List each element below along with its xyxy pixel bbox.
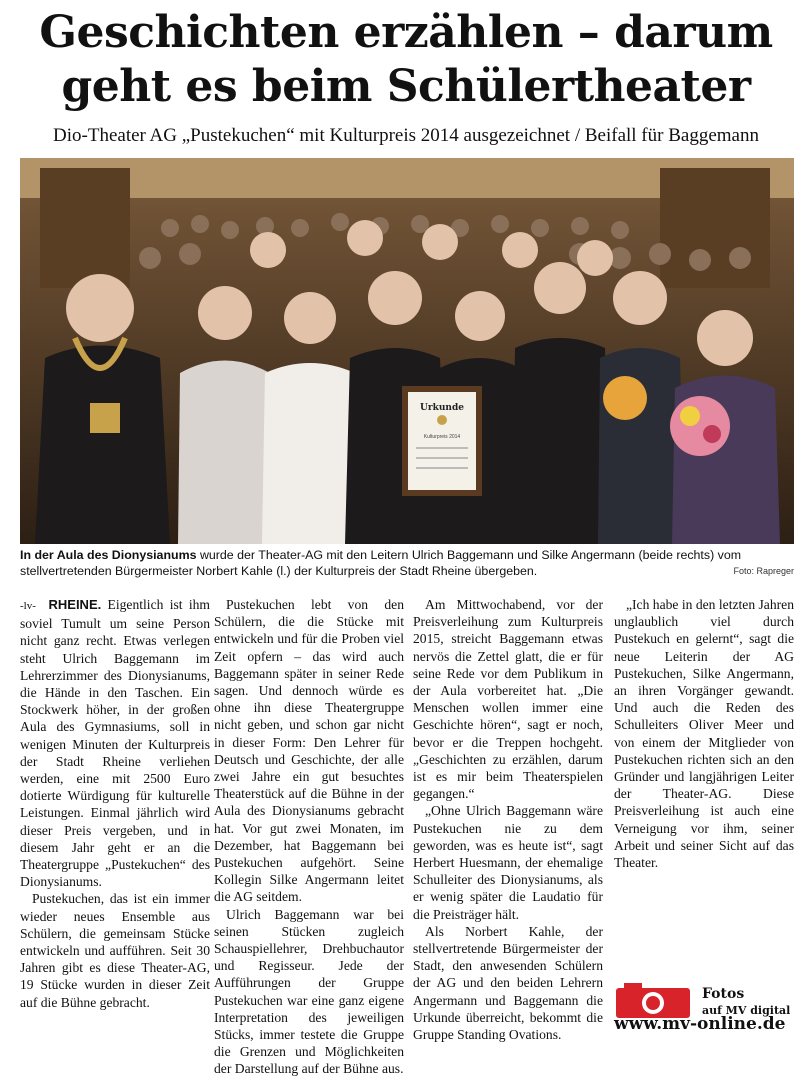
column-4 bbox=[614, 596, 794, 871]
headline bbox=[0, 6, 812, 114]
certificate-title: Urkunde bbox=[420, 403, 464, 413]
promo-subtitle: auf MV digital bbox=[702, 1004, 791, 1017]
paragraph-8: „Ich habe in den letzten Jahren unglaublich viel durch Pustekuch en gelernt“, sagt die neue Leiterin der AG Pustekuchen, Silke Angermann, an ihren Vorgänger gewandt. Und auch die Reden des Schulleiters Oliver Meer und von einem der Mitglieder von Pustekuchen richten sich an den Gründer und langjährigen Leiter der Theater-AG. Diese Preisverleihung ist auch eine Verneigung vor ihm, seiner Arbeit und seiner Sicht auf das Theater. bbox=[614, 597, 794, 871]
caption-lead: In der Aula des Dionysianums bbox=[20, 548, 197, 562]
paragraph-3: Pustekuchen lebt von den Schülern, die die Stücke mit entwickeln und für die Proben viel Zeit opfern – das wird auch Baggemann später in seiner Rede sagen. Und dennoch würde es ohne ihn diese Theatergruppe nicht geben, und schon gar nicht in dieser Form: Den Lehrer für Deutsch und Geschichte, der alle zwei Jahre ein gut besuchtes Theaterstück auf die Bühne in der Aula des Dionysianums gebracht hat. Vor gut zwei Monaten, im Dezember, hat Baggemann bei Pustekuchen aufgehört. Seine Kollegin Silke Angermann leitet die AG seitdem. bbox=[214, 597, 404, 905]
subheadline: Dio-Theater AG „Pustekuchen“ mit Kulturpreis 2014 ausgezeichnet / Beifall für Baggemann bbox=[53, 125, 759, 146]
certificate-line: Kulturpreis 2014 bbox=[423, 434, 461, 440]
dateline: -lv- bbox=[20, 600, 36, 612]
promo-title: Fotos bbox=[702, 986, 745, 1002]
paragraph-4: Ulrich Baggemann war bei seinen Stücken zugleich Schauspiellehrer, Drehbuchautor und Regisseur. Jede der Aufführungen der Gruppe Pustekuchen war eine ganz eigene Interpretation des jeweiligen Stücks, immer testete die Gruppe die Grenzen und Möglichkeiten der Darstellung auf der Bühne aus. bbox=[214, 906, 404, 1077]
certificate bbox=[402, 386, 482, 496]
headline-line-1: Geschichten erzählen – darum bbox=[39, 7, 773, 58]
paragraph-6: „Ohne Ulrich Baggemann wäre Pustekuchen nie zu dem geworden, was es heute ist“, sagt Herbert Huesmann, der ehemalige Schulleiter des Dionysianums, als er wenig später die Laudatio für die Preisträger hält. bbox=[413, 803, 603, 922]
caption-text: wurde der Theater-AG mit den Leitern Ulrich Baggemann und Silke Angermann (beide rechts) vom stellvertretenden Bürgermeister Norbert Kahle (l.) der Kulturpreis der Stadt Rheine übergeben. bbox=[20, 548, 742, 578]
paragraph-5: Am Mittwochabend, vor der Preisverleihung zum Kulturpreis 2015, streicht Baggemann etwas nervös die Zettel glatt, die er für seine Rede vor dem Publikum in der Aula vorbereitet hat. „Die Menschen wollen immer eine Geschichte hören“, sagt er noch, bevor er die Treppen hochgeht. „Geschichten zu erzählen, darum ist es mir beim Theaterspielen gegangen.“ bbox=[413, 597, 603, 802]
column-3 bbox=[413, 596, 603, 1043]
promo-url-link[interactable]: www.mv-online.de bbox=[614, 1014, 786, 1034]
place-kicker: RHEINE. bbox=[48, 597, 102, 612]
paragraph-1-text: Eigentlich ist ihm soviel Tumult um seine Person nicht ganz recht. Etwas verlegen steht Ulrich Baggemann im Lehrerzimmer des Dionysianums, die Hände in den Taschen. Ein Stockwerk höher, in der großen Aula des Gymnasiums, soll in wenigen Minuten der Kulturpreis der Stadt Rheine verliehen werden, eine mit 2500 Euro dotierte Würdigung für kulturelle Leistungen. Einmal jährlich wird dieser Preis vergeben, und in diesem Jahr geht er an die Theatergruppe „Pustekuchen“ des Dionysianums. bbox=[20, 597, 210, 890]
paragraph-7: Als Norbert Kahle, der stellvertretende Bürgermeister der Stadt, den anwesenden Schülern der AG und den beiden Lehrern Angermann und Baggemann die Urkunde überreicht, bekommt die Gruppe Standing Ovations. bbox=[413, 923, 603, 1043]
mv-digital-promo[interactable] bbox=[614, 982, 804, 1034]
photo-illustration bbox=[20, 158, 794, 544]
column-2 bbox=[214, 596, 404, 1078]
paragraph-2: Pustekuchen, das ist ein immer wieder neues Ensemble aus Schülern, die gemeinsam Stücke entwickeln und aufführen. Seit 30 Jahren gibt es diese Theater-AG, 19 Stücke wurden in dieser Zeit auf die Bühne gebracht. bbox=[20, 891, 210, 1010]
paragraph-1 bbox=[20, 596, 210, 890]
photo-credit: Foto: Rapreger bbox=[733, 566, 794, 576]
group-photo bbox=[20, 158, 794, 544]
headline-line-2: geht es beim Schülertheater bbox=[61, 61, 751, 112]
column-1 bbox=[20, 596, 210, 1011]
photo-caption bbox=[20, 547, 794, 579]
